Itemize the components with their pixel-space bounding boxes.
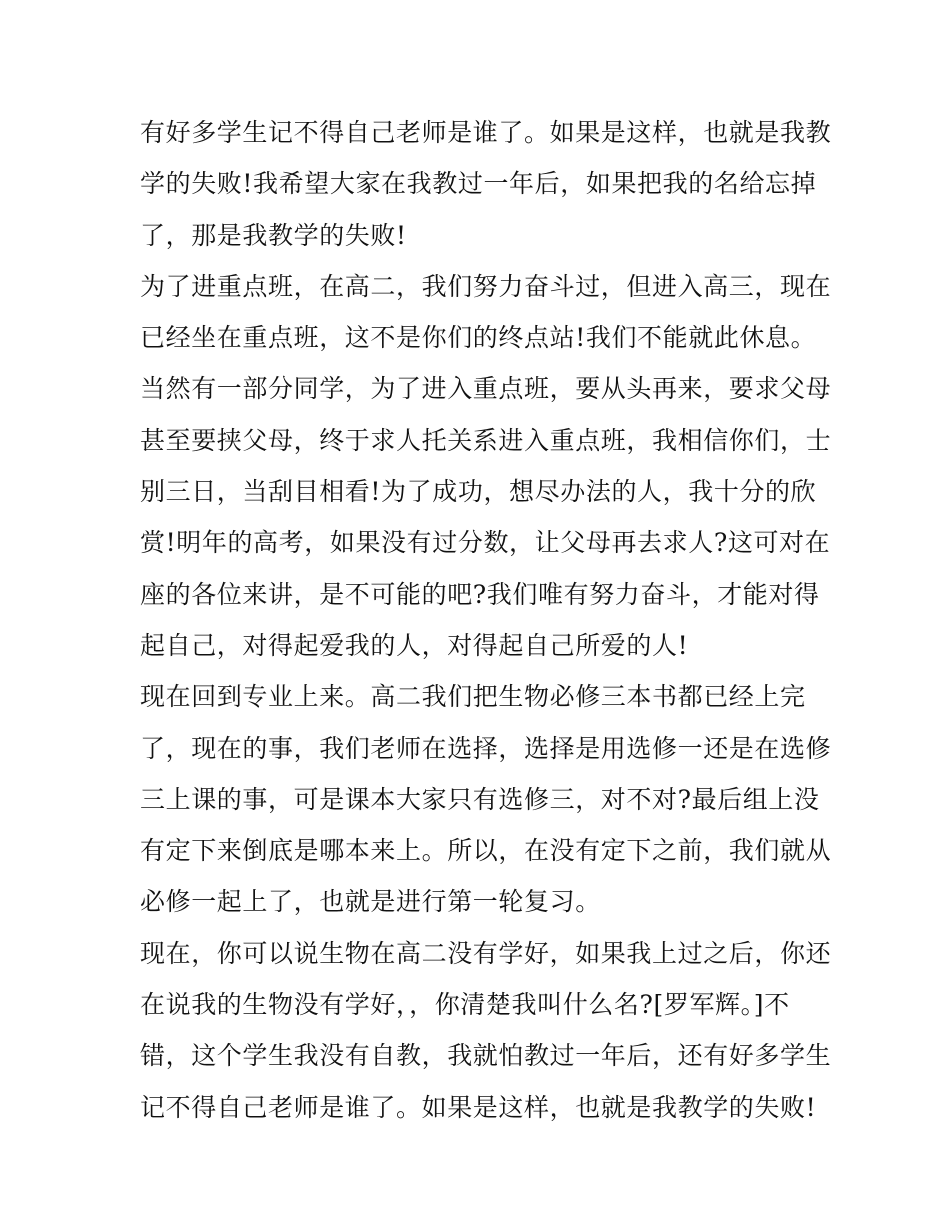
text-line: 甚至要挟父母，终于求人托关系进入重点班，我相信你们，士 bbox=[140, 425, 832, 455]
text-line: 已经坐在重点班，这不是你们的终点站!我们不能就此休息。 bbox=[140, 323, 817, 353]
text-line: 座的各位来讲，是不可能的吧?我们唯有努力奋斗，才能对得 bbox=[140, 579, 820, 609]
text-line: 有定下来倒底是哪本来上。所以，在没有定下之前，我们就从 bbox=[140, 836, 832, 866]
document-body bbox=[140, 107, 832, 1133]
text-line: 赏!明年的高考，如果没有过分数，让父母再去求人?这可对在 bbox=[140, 528, 831, 558]
text-line: 了，那是我教学的失败! bbox=[140, 220, 407, 250]
text-line: 错，这个学生我没有自教，我就怕教过一年后，还有好多学生 bbox=[140, 1041, 832, 1071]
text-line: 三上课的事，可是课本大家只有选修三，对不对?最后组上没 bbox=[140, 784, 820, 814]
text-line: 了，现在的事，我们老师在选择，选择是用选修一还是在选修 bbox=[140, 733, 832, 763]
text-line: 别三日，当刮目相看!为了成功，想尽办法的人，我十分的欣 bbox=[140, 477, 817, 507]
text-line: 现在，你可以说生物在高二没有学好，如果我上过之后，你还 bbox=[140, 938, 832, 968]
text-line: 学的失败!我希望大家在我教过一年后，如果把我的名给忘掉 bbox=[140, 169, 817, 199]
text-line: 必修一起上了，也就是进行第一轮复习。 bbox=[140, 887, 601, 917]
text-line: 当然有一部分同学，为了进入重点班，要从头再来，要求父母 bbox=[140, 374, 832, 404]
text-line: 在说我的生物没有学好，，你清楚我叫什么名?[罗军辉。]不 bbox=[140, 990, 790, 1020]
text-line: 记不得自己老师是谁了。如果是这样，也就是我教学的失败! bbox=[140, 1092, 817, 1122]
text-line: 现在回到专业上来。高二我们把生物必修三本书都已经上完 bbox=[140, 682, 806, 712]
text-line: 有好多学生记不得自己老师是谁了。如果是这样，也就是我教 bbox=[140, 118, 832, 147]
text-line: 起自己，对得起爱我的人，对得起自己所爱的人! bbox=[140, 630, 689, 660]
text-line: 为了进重点班，在高二，我们努力奋斗过，但进入高三，现在 bbox=[140, 271, 832, 301]
